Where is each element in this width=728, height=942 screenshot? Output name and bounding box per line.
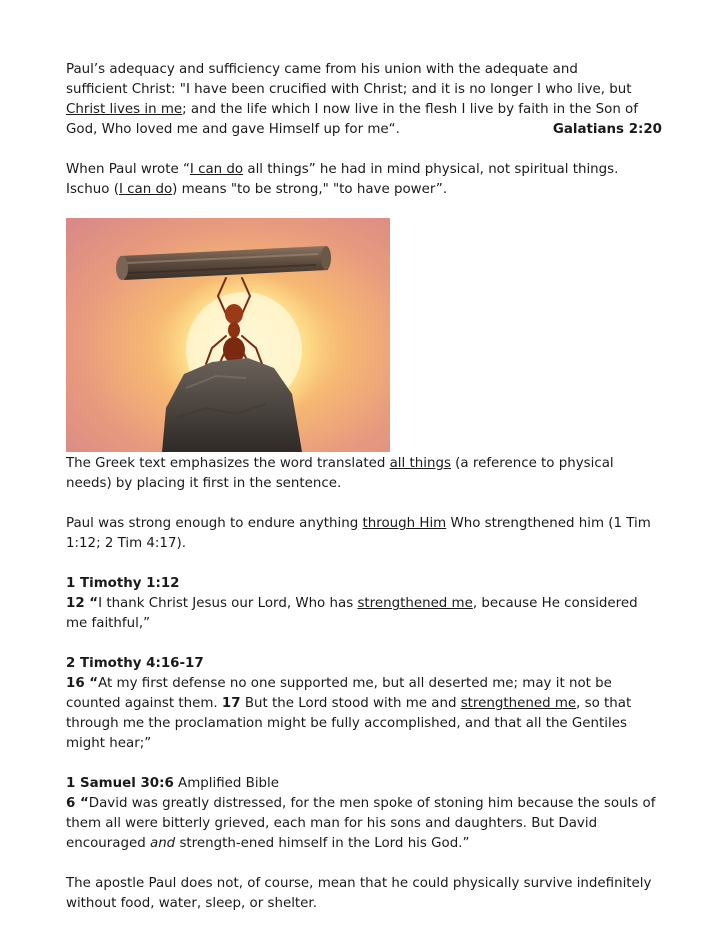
italic-text: and bbox=[149, 836, 176, 851]
reference-line bbox=[66, 120, 662, 140]
paragraph-greek-text bbox=[66, 454, 662, 494]
underlined-text: I can do bbox=[189, 162, 244, 177]
text: God, Who loved me and gave Himself up for me“. bbox=[66, 122, 400, 137]
text: The apostle Paul does not, of course, mean that he could physically survive indefinitely without food, water, sleep, or shelter. bbox=[66, 876, 652, 911]
text: David was greatly distressed, for the men spoke of stoning him because the souls of them all were bitterly grieved, each man for his sons and daughters. But David encouraged bbox=[66, 796, 656, 851]
text: At my first defense no one supported me, but all deserted me; may it not be counted against them. bbox=[66, 676, 612, 711]
underlined-text: all things bbox=[389, 456, 451, 471]
paragraph-1-timothy bbox=[66, 574, 662, 634]
text: , so that through me the proclamation might be fully accomplished, and that all the Gentiles might hear;” bbox=[66, 696, 632, 751]
underlined-text: Christ lives in me bbox=[66, 102, 183, 117]
verse-number: 12 “ bbox=[66, 596, 99, 611]
verse-number: 17 bbox=[221, 696, 241, 711]
paragraph-galatians bbox=[66, 60, 662, 140]
text: (a reference to physical needs) by placing it first in the sentence. bbox=[66, 456, 614, 491]
text: ) means "to be strong," "to have power”. bbox=[172, 182, 448, 197]
text: sufficient Christ: "I have been crucified with Christ; and it is no longer I who live, but bbox=[66, 82, 632, 97]
text: The Greek text emphasizes the word translated bbox=[66, 456, 390, 471]
text: When Paul wrote “ bbox=[66, 162, 190, 177]
underlined-text: strengthened me bbox=[357, 596, 473, 611]
underlined-text: I can do bbox=[118, 182, 173, 197]
paragraph-2-timothy bbox=[66, 654, 662, 754]
document-page bbox=[66, 60, 662, 934]
text: , because He considered me faithful,” bbox=[66, 596, 638, 631]
verse-number: 16 “ bbox=[66, 676, 99, 691]
paragraph-i-can-do bbox=[66, 160, 662, 200]
text: I thank Christ Jesus our Lord, Who has bbox=[98, 596, 358, 611]
paragraph-1-samuel bbox=[66, 774, 662, 854]
verse-number: 6 “ bbox=[66, 796, 89, 811]
scripture-heading: 1 Timothy 1:12 bbox=[66, 576, 180, 591]
text: ; and the life which I now live in the flesh I live by faith in the Son of bbox=[182, 102, 638, 117]
ant-lifting-log-photo bbox=[66, 218, 390, 452]
text: Ischuo ( bbox=[66, 182, 119, 197]
text: Paul’s adequacy and sufficiency came from his union with the adequate and bbox=[66, 62, 578, 77]
scripture-heading: 2 Timothy 4:16-17 bbox=[66, 656, 204, 671]
paragraph-strong-enough bbox=[66, 514, 662, 554]
text: Amplified Bible bbox=[173, 776, 279, 791]
underlined-text: through Him bbox=[362, 516, 447, 531]
text: Paul was strong enough to endure anything bbox=[66, 516, 363, 531]
scripture-reference: Galatians 2:20 bbox=[552, 122, 662, 137]
text: Who strengthened him (1 Tim 1:12; 2 Tim 4:17). bbox=[66, 516, 651, 551]
text: strength-ened himself in the Lord his God.” bbox=[175, 836, 470, 851]
underlined-text: strengthened me bbox=[460, 696, 577, 711]
paragraph-apostle-paul bbox=[66, 874, 662, 914]
text: all things” he had in mind physical, not spiritual things. bbox=[243, 162, 619, 177]
text: But the Lord stood with me and bbox=[240, 696, 461, 711]
scripture-heading: 1 Samuel 30:6 bbox=[66, 776, 174, 791]
